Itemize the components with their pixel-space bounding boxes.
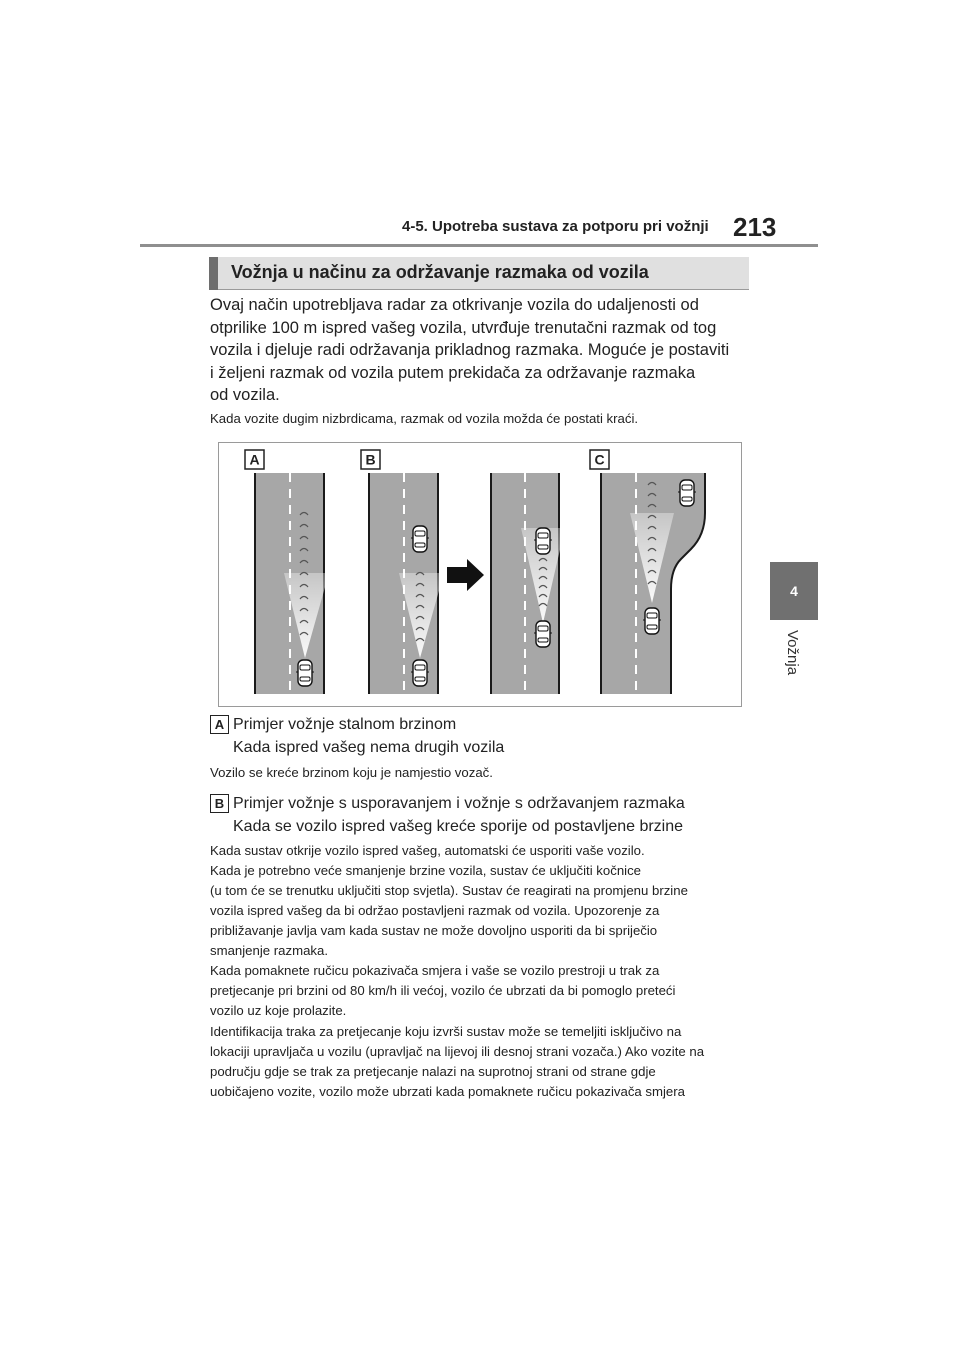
intro-line: i željeni razmak od vozila putem prekidača za održavanje razmaka <box>210 363 696 382</box>
text-line: (u tom će se trenutku uključiti stop svjetla). Sustav će reagirati na promjenu brzine <box>210 883 688 898</box>
text-line: uobičajeno vozite, vozilo može ubrzati kada pomaknete ručicu pokazivača smjera <box>210 1084 685 1099</box>
item-b-label: B <box>210 794 229 813</box>
item-b-paragraph-1 <box>210 841 755 961</box>
road-c <box>601 473 705 694</box>
running-header-title: 4-5. Upotreba sustava za potporu pri vožnji <box>402 218 709 235</box>
section-heading-bar <box>209 257 218 290</box>
text-line: pretjecanje pri brzini od 80 km/h ili većoj, vozilo će ubrzati da bi pomoglo preteći <box>210 983 676 998</box>
chapter-tab: 4 <box>770 562 818 620</box>
figure-label-b-text: B <box>365 451 376 468</box>
downhill-note: Kada vozite dugim nizbrdicama, razmak od vozila možda će postati kraći. <box>210 411 639 426</box>
arrow-right-icon <box>447 559 484 591</box>
text-line: lokaciji upravljača u vozilu (upravljač na lijevoj ili desnoj strani vozača.) Ako vozite na <box>210 1044 705 1059</box>
header-rule <box>140 244 818 247</box>
text-line: Kada sustav otkrije vozilo ispred vašeg, automatski će usporiti vaše vozilo. <box>210 843 645 858</box>
text-line: Identifikacija traka za pretjecanje koju izvrši sustav može se temeljiti isključivo na <box>210 1024 682 1039</box>
intro-line: od vozila. <box>210 386 280 404</box>
item-a-subtitle: Kada ispred vašeg nema drugih vozila <box>233 739 505 756</box>
figure-label-a-text: A <box>249 451 260 468</box>
road-b-slowed <box>491 473 565 694</box>
section-heading <box>209 257 749 290</box>
acc-illustration <box>218 442 742 707</box>
item-b-subtitle: Kada se vozilo ispred vašeg kreće sporije od postavljene brzine <box>233 818 684 835</box>
acc-illustration-svg <box>219 443 741 706</box>
lead-car-b <box>411 526 429 552</box>
lead-car-b2 <box>534 528 552 554</box>
intro-paragraph <box>210 294 750 407</box>
intro-line: vozila i djeluje radi održavanja prikladnog razmaka. Moguće je postaviti <box>210 341 730 359</box>
road-a <box>255 473 329 694</box>
own-car-c <box>643 608 661 634</box>
chapter-label: Vožnja <box>784 630 801 676</box>
figure-label-b <box>361 450 380 469</box>
item-b-paragraph-3 <box>210 1022 755 1102</box>
text-line: području gdje se trak za pretjecanje nalazi na suprotnoj strani od strane gdje <box>210 1064 656 1079</box>
text-line: Kada pomaknete ručicu pokazivača smjera i vaše se vozilo prestroji u trak za <box>210 963 660 978</box>
text-line: Kada je potrebno veće smanjenje brzine vozila, sustav će uključiti kočnice <box>210 863 642 878</box>
figure-label-c-text: C <box>594 451 605 468</box>
page-number: 213 <box>733 212 777 242</box>
intro-line: Ovaj način upotrebljava radar za otkrivanje vozila do udaljenosti od <box>210 296 699 314</box>
figure-label-a <box>245 450 264 469</box>
item-b-title: Primjer vožnje s usporavanjem i vožnje s održavanjem razmaka <box>233 795 685 812</box>
item-a-label: A <box>210 715 229 734</box>
passed-car-c <box>678 480 696 506</box>
text-line: smanjenje razmaka. <box>210 943 329 958</box>
figure-label-c <box>590 450 609 469</box>
item-b-paragraph-2 <box>210 961 755 1021</box>
road-b <box>369 473 444 694</box>
section-heading-text: Vožnja u načinu za održavanje razmaka od vozila <box>231 262 649 282</box>
intro-line: otprilike 100 m ispred vašeg vozila, utvrđuje trenutačni razmak od tog <box>210 318 717 337</box>
text-line: približavanje javlja vam kada sustav ne može dovoljno usporiti da bi spriječio <box>210 923 658 938</box>
item-a-note: Vozilo se kreće brzinom koju je namjestio vozač. <box>210 765 493 780</box>
own-car-b <box>411 660 429 686</box>
text-line: vozila ispred vašeg da bi održao postavljeni razmak od vozila. Upozorenje za <box>210 903 660 918</box>
own-car-b2 <box>534 621 552 647</box>
item-a-title: Primjer vožnje stalnom brzinom <box>233 716 457 733</box>
text-line: vozilo uz koje prolazite. <box>210 1003 347 1018</box>
own-car-a <box>296 660 314 686</box>
